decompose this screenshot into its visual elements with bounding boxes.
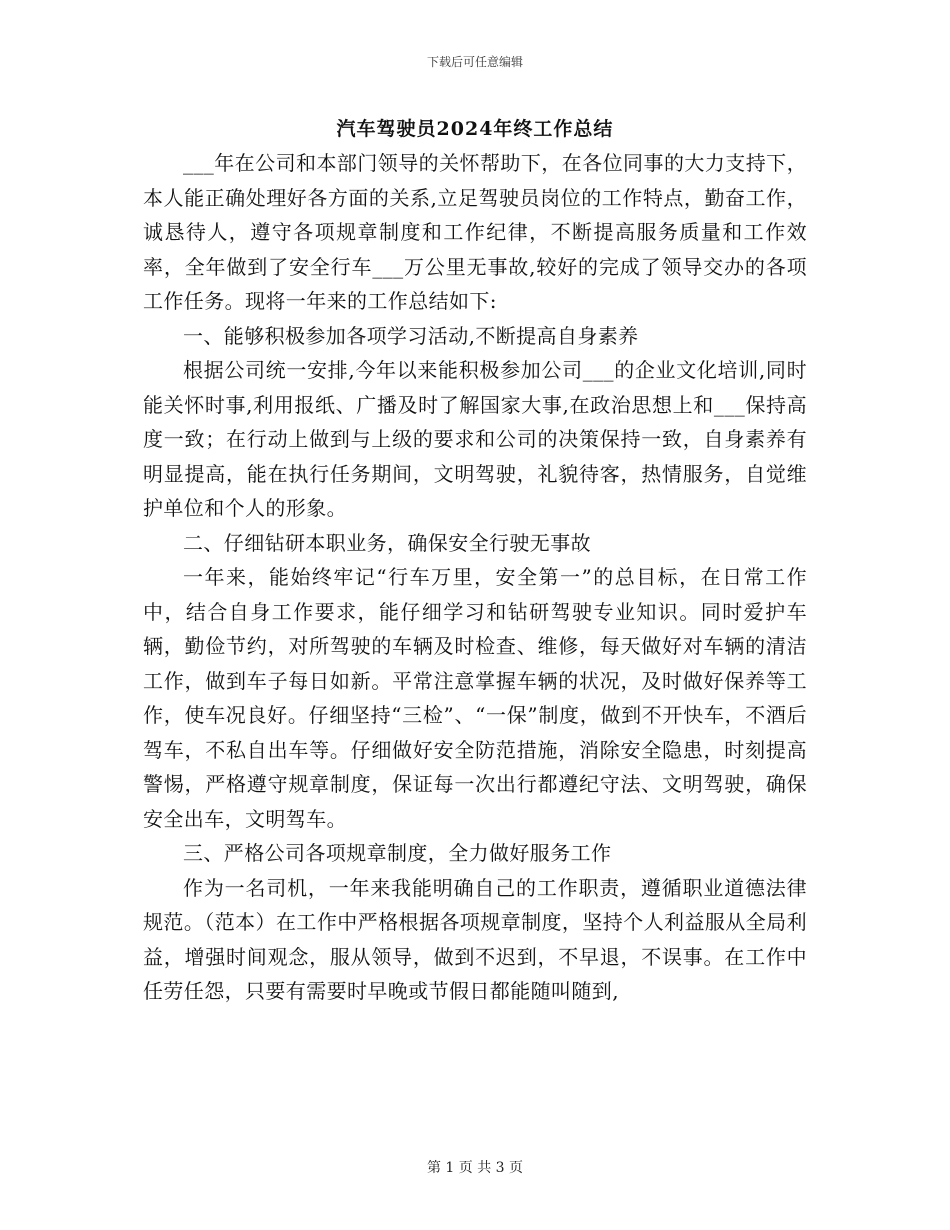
section-heading-1: 一、能够积极参加各项学习活动,不断提高自身素养	[183, 323, 639, 348]
paragraph-study: 根据公司统一安排,今年以来能积极参加公司___的企业文化培训,同时能关怀时事,利用报纸、广播及时了解国家大事,在政治思想上和___保持高度一致；在行动上做到与上级的要求和公司的决策保持一致，自身素养有明显提高，能在执行任务期间，文明驾驶，礼貌待客，热情服务，自觉维护单位和个人的形象。	[143, 358, 807, 520]
section-heading-2: 二、仔细钻研本职业务，确保安全行驶无事故	[183, 530, 591, 555]
section-heading-3: 三、严格公司各项规章制度，全力做好服务工作	[183, 841, 612, 865]
download-note: 下载后可任意编辑	[426, 55, 523, 69]
paragraph-intro: ___年在公司和本部门领导的关怀帮助下，在各位同事的大力支持下，本人能正确处理好各方面的关系,立足驾驶员岗位的工作特点，勤奋工作，诚恳待人，遵守各项规章制度和工作纪律，不断提高服务质量和工作效率，全年做到了安全行车___万公里无事故,较好的完成了领导交办的各项工作任务。现将一年来的工作总结如下:	[143, 151, 807, 313]
paragraph-safety: 一年来，能始终牢记“行车万里，安全第一”的总目标，在日常工作中，结合自身工作要求，能仔细学习和钻研驾驶专业知识。同时爱护车辆，勤俭节约，对所驾驶的车辆及时检查、维修，每天做好对车辆的清洁工作，做到车子每日如新。平常注意掌握车辆的状况，及时做好保养等工作，使车况良好。仔细坚持“三检”、“一保”制度，做到不开快车，不酒后驾车，不私自出车等。仔细做好安全防范措施，消除安全隐患，时刻提高警惕，严格遵守规章制度，保证每一次出行都遵纪守法、文明驾驶，确保安全出车，文明驾车。	[143, 565, 807, 831]
page-number: 第 1 页 共 3 页	[426, 1160, 524, 1176]
paragraph-service: 作为一名司机，一年来我能明确自己的工作职责，遵循职业道德法律规范。（范本）在工作中严格根据各项规章制度，坚持个人利益服从全局利益，增强时间观念，服从领导，做到不迟到，不早退，不误事。在工作中任劳任怨，只要有需要时早晚或节假日都能随叫随到,	[143, 875, 807, 1003]
document-title: 汽车驾驶员2024年终工作总结	[336, 118, 614, 140]
document-body	[143, 146, 807, 1009]
